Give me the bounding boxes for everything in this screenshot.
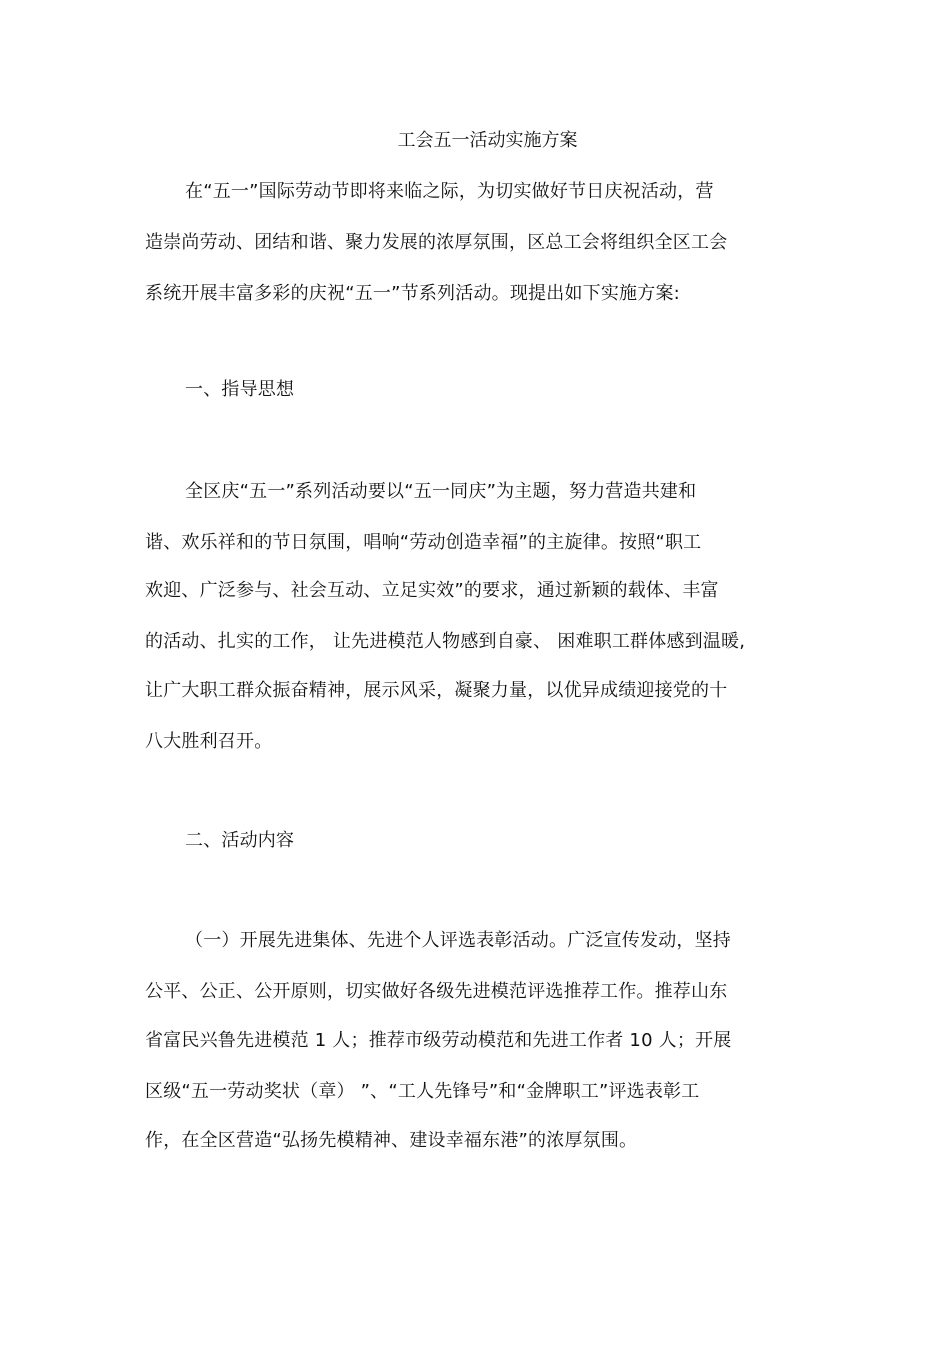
document-title: 工会五一活动实施方案 bbox=[397, 130, 578, 151]
section1-line-6: 八大胜利召开。 bbox=[145, 731, 273, 752]
section2-line-2: 公平、公正、公开原则，切实做好各级先进模范评选推荐工作。推荐山东 bbox=[145, 981, 728, 1002]
section2-line-5: 作，在全区营造“弘扬先模精神、建设幸福东港”的浓厚氛围。 bbox=[145, 1130, 638, 1151]
section2-heading: 二、活动内容 bbox=[185, 830, 295, 851]
section1-line-3: 欢迎、广泛参与、社会互动、立足实效”的要求，通过新颖的载体、丰富 bbox=[145, 580, 719, 601]
section1-line-4: 的活动、扎实的工作， 让先进模范人物感到自豪、 困难职工群体感到温暖, bbox=[145, 631, 746, 652]
section1-line-5: 让广大职工群众振奋精神，展示风采，凝聚力量，以优异成绩迎接党的十 bbox=[145, 680, 728, 701]
intro-line-2: 造崇尚劳动、团结和谐、聚力发展的浓厚氛围，区总工会将组织全区工会 bbox=[145, 232, 728, 253]
section1-line-2: 谐、欢乐祥和的节日氛围，唱响“劳动创造幸福”的主旋律。按照“职工 bbox=[145, 532, 702, 553]
section2-line-3: 省富民兴鲁先进模范 1 人；推荐市级劳动模范和先进工作者 10 人；开展 bbox=[145, 1030, 732, 1051]
section2-line-4: 区级“五一劳动奖状（章） ”、“工人先锋号”和“金牌职工”评选表彰工 bbox=[145, 1081, 700, 1102]
section2-line-1: （一）开展先进集体、先进个人评选表彰活动。广泛宣传发动，坚持 bbox=[185, 930, 731, 951]
section1-line-1: 全区庆“五一”系列活动要以“五一同庆”为主题，努力营造共建和 bbox=[185, 481, 697, 502]
intro-line-3: 系统开展丰富多彩的庆祝“五一”节系列活动。现提出如下实施方案: bbox=[145, 283, 680, 304]
intro-line-1: 在“五一”国际劳动节即将来临之际，为切实做好节日庆祝活动，营 bbox=[185, 181, 714, 202]
section1-heading: 一、指导思想 bbox=[185, 379, 295, 400]
